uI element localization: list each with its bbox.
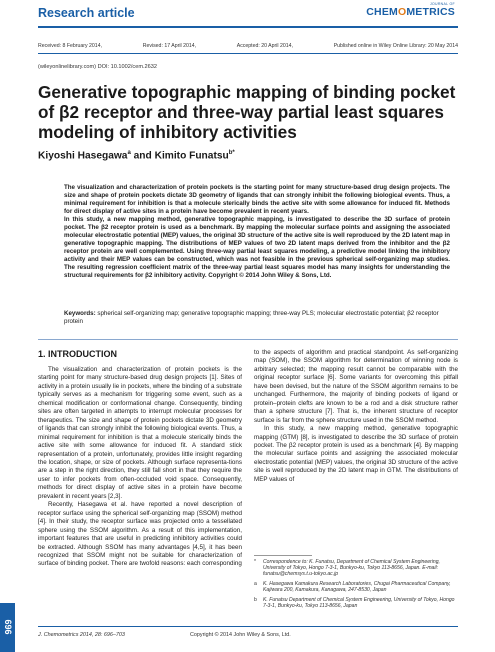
abstract-paragraph: In this study, a new mapping method, generative topographic mapping, is investigated to describe the 3D surface of protein pocket. The β2 receptor protein is used as a benchmark. By mapping the molecular surface points and assigning the associated molecular electrostatic potential (MEP) values, the original 3D structure of the active site is well reproduced by the 2D latent map in generative topographic mapping. The distributions of MEP values of two 2D latent maps derived from the inhibitor and the β2 receptor protein are well complemented. Using three-way partial least squares modeling, a predictive model linking the inhibitory activity and their MEP values can be constructed, which was not feasible in the previous spherical self-organizing map studies. The resulting regression coefficient matrix of the three-way partial least squares model has many insights for understanding the structural requirements for β2 inhibitory activity. Copyright © 2014 John Wiley & Sons, Ltd. — [64, 216, 450, 279]
dates-rule — [38, 53, 458, 54]
author-name: Kiyoshi Hasegawa — [38, 150, 128, 162]
footnote-mark: * — [254, 559, 256, 565]
author-affiliation-mark: b* — [228, 150, 235, 156]
date-accepted: Accepted: 20 April 2014, — [236, 43, 293, 49]
page-number: 696 — [3, 619, 13, 635]
author-name: Kimito Funatsu — [154, 150, 229, 162]
footnote-rule — [254, 555, 312, 556]
footnote-text: K. Funatsu Department of Chemical System Engineering, University of Tokyo, Hongo 7-3-1, Bunkyo-ku, Tokyo 113-8656, Japan — [263, 597, 455, 610]
footnote-mark: a — [254, 581, 257, 588]
body-paragraph: In this study, a new mapping method, generative topographic mapping (GTM) [8], is investigated to describe the 3D surface of protein pocket. The β2 receptor protein is used as a benchmark [4]. By mapping the molecular surface points and assigning the associated molecular electrostatic potential (MEP) values, the original 3D structure of the active site is well reproduced by the 2D latent map in GTM. The distributions of MEP values of — [254, 425, 458, 483]
section-heading: 1. INTRODUCTION — [38, 349, 118, 359]
journal-logo-pre: CHEM — [366, 5, 398, 18]
footnote-text: Correspondence to: K. Funatsu, Department of Chemical System Engineering, University of Tokyo, Hongo 7-3-1, Bunkyo-ku, Tokyo 113-8656, Japan. E-mail: funatsu@chemsys.t.u-tokyo.ac.jp — [263, 559, 440, 578]
doi-line[interactable]: (wileyonlinelibrary.com) DOI: 10.1002/cem.2632 — [38, 64, 157, 70]
publication-dates — [38, 43, 458, 49]
abstract — [64, 184, 450, 280]
footnote — [254, 581, 458, 593]
footer-rule — [38, 626, 458, 627]
footnote-text: K. Hasegawa Kamakura Research Laboratories, Chugai Pharmaceutical Company, Kajiwara 200, Kamakura, Kanagawa, 247-8530, Japan — [263, 581, 451, 594]
body-paragraph: to the aspects of algorithm and practical standpoint. As self-organizing map (SOM), the SSOM algorithm for determination of winning node is arbitrary selected; the mapping result cannot be comparable with the original receptor surface [6]. Some variants for overcoming this pitfall have been devised, but the nature of the SSOM algorithm remains to be unchanged. Furthermore, the majority of binding pockets of ligand or protein–protein clefts are known to be a rod and a disk structure rather than a sphere structure [7]. That is, the inherent structure of receptor surface is far from the sphere structure used in the SSOM method. — [254, 349, 458, 424]
journal-logo-o: O — [397, 5, 407, 18]
keywords-text: spherical self-organizing map; generative topographic mapping; three-way PLS; molecular electrostatic potential; β2 receptor protein — [64, 310, 439, 326]
author-affiliation-mark: a — [127, 150, 131, 156]
journal-logo-name — [366, 7, 455, 18]
journal-citation: J. Chemometrics 2014, 28: 696–703 — [38, 632, 125, 638]
date-received: Received: 8 February 2014, — [38, 43, 103, 49]
body-paragraph: The visualization and characterization of protein pockets is the starting point for many structure-based drug design projects [1]. Sites of activity in a protein usually lie in pockets, where the binding of a substrate typically serves as a mechanism for triggering some event, such as a chemical modification or conformational change. Consequently, binding sites are often targeted in attempts to interrupt molecular processes for therapeutics. The size and shape of protein pockets dictate 3D geometry of ligands that can strongly inhibit the following biological events. Thus, a minimal requirement for inhibition is that a molecule sterically binds the active site with some allowance for induced fit. A standard stick representation of a protein, unfortunately, provides little insight regarding the location, shape, or size of pockets. Although surface representa-tions are a step in the right direction, they still fall short in that they require the user to infer pockets from often-occluded void space. Consequently, methods for direct display of active sites in a protein have become prevalent in recent years [2,3]. — [38, 366, 242, 500]
journal-logo-post: METRICS — [406, 5, 455, 18]
copyright-line: Copyright © 2014 John Wiley & Sons, Ltd. — [190, 632, 291, 638]
footnotes — [254, 559, 458, 613]
footnote — [254, 559, 458, 578]
abstract-paragraph: The visualization and characterization of protein pockets is the starting point for many structure-based drug design projects. The size and shape of protein pockets dictate 3D geometry of ligands that can strongly inhibit the following biological events. Thus, a minimal requirement for inhibition is that a molecule sterically binds the active site with some allowance for induced fit. Methods for direct display of active sites in a protein have become prevalent in recent years. — [64, 184, 450, 215]
author-conjunction: and — [130, 150, 155, 162]
keywords — [64, 310, 450, 326]
date-published: Published online in Wiley Online Library: 20 May 2014 — [333, 43, 458, 49]
authors — [38, 150, 235, 161]
journal-logo — [366, 3, 455, 17]
article-title: Generative topographic mapping of binding pocket of β2 receptor and three-way partial least squares modeling of inhibitory activities — [38, 82, 456, 142]
body-paragraph: Recently, Hasegawa et al. have reported a novel description of receptor surface using the spherical self-organizing map (SSOM) method [4]. In their study, the receptor surface was projected onto a tessellated sphere using the SSOM algorithm. As a result of this implementation, important features that are useful in predicting inhibitory activities could be extracted. Although SSOM has many advantages [4,5], it has been recognized that SSOM might not be suitable for characterization of surface of binding pocket. There are twofold reasons: each corresponding — [38, 501, 242, 568]
keywords-label: Keywords: — [64, 310, 96, 317]
footnote-mark: b — [254, 597, 257, 604]
body-column-right — [254, 349, 458, 484]
journal-logo-small: JOURNAL OF — [429, 2, 455, 6]
header-rule — [38, 26, 458, 28]
date-revised: Revised: 17 April 2014, — [142, 43, 197, 49]
section-divider — [38, 339, 458, 340]
footnote — [254, 597, 458, 609]
body-column-left — [38, 366, 242, 569]
section-label: Research article — [38, 6, 135, 20]
